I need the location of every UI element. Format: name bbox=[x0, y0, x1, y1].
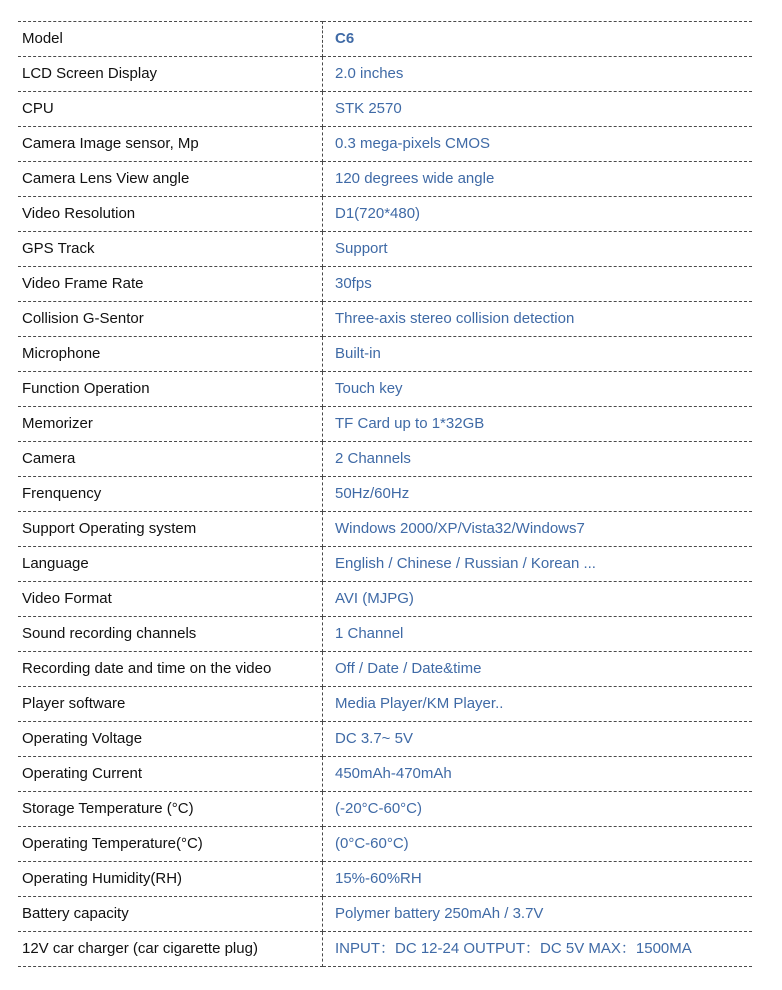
spec-value: Three-axis stereo collision detection bbox=[323, 302, 753, 337]
spec-label: Function Operation bbox=[18, 372, 323, 407]
spec-label: Recording date and time on the video bbox=[18, 652, 323, 687]
spec-value: English / Chinese / Russian / Korean ... bbox=[323, 547, 753, 582]
table-row bbox=[18, 162, 752, 197]
table-row bbox=[18, 792, 752, 827]
spec-value: 15%-60%RH bbox=[323, 862, 753, 897]
spec-label: Sound recording channels bbox=[18, 617, 323, 652]
table-row bbox=[18, 652, 752, 687]
table-row bbox=[18, 757, 752, 792]
spec-label: Camera Lens View angle bbox=[18, 162, 323, 197]
table-row bbox=[18, 127, 752, 162]
table-row bbox=[18, 267, 752, 302]
spec-label: Support Operating system bbox=[18, 512, 323, 547]
spec-value: Support bbox=[323, 232, 753, 267]
table-row bbox=[18, 617, 752, 652]
spec-value: 2 Channels bbox=[323, 442, 753, 477]
spec-label: Operating Temperature(°C) bbox=[18, 827, 323, 862]
spec-label: Collision G-Sentor bbox=[18, 302, 323, 337]
spec-label: Camera Image sensor, Mp bbox=[18, 127, 323, 162]
spec-value: C6 bbox=[323, 22, 753, 57]
table-row bbox=[18, 547, 752, 582]
table-row bbox=[18, 372, 752, 407]
table-row bbox=[18, 232, 752, 267]
table-row bbox=[18, 897, 752, 932]
spec-value: AVI (MJPG) bbox=[323, 582, 753, 617]
spec-value: (0°C-60°C) bbox=[323, 827, 753, 862]
table-row bbox=[18, 442, 752, 477]
table-row bbox=[18, 337, 752, 372]
spec-label: Camera bbox=[18, 442, 323, 477]
spec-value: D1(720*480) bbox=[323, 197, 753, 232]
spec-table bbox=[18, 21, 752, 967]
spec-label: Language bbox=[18, 547, 323, 582]
spec-label: 12V car charger (car cigarette plug) bbox=[18, 932, 323, 967]
table-row bbox=[18, 582, 752, 617]
spec-value: TF Card up to 1*32GB bbox=[323, 407, 753, 442]
table-row bbox=[18, 302, 752, 337]
table-row bbox=[18, 407, 752, 442]
table-row-model bbox=[18, 22, 752, 57]
spec-label: Operating Current bbox=[18, 757, 323, 792]
spec-value: DC 3.7~ 5V bbox=[323, 722, 753, 757]
table-row bbox=[18, 57, 752, 92]
spec-value: (-20°C-60°C) bbox=[323, 792, 753, 827]
spec-value: 450mAh-470mAh bbox=[323, 757, 753, 792]
table-row bbox=[18, 722, 752, 757]
spec-label: Video Format bbox=[18, 582, 323, 617]
spec-label: Storage Temperature (°C) bbox=[18, 792, 323, 827]
spec-label: Operating Humidity(RH) bbox=[18, 862, 323, 897]
table-row bbox=[18, 197, 752, 232]
spec-label: Video Resolution bbox=[18, 197, 323, 232]
table-row bbox=[18, 862, 752, 897]
spec-label: Battery capacity bbox=[18, 897, 323, 932]
spec-value: Off / Date / Date&time bbox=[323, 652, 753, 687]
spec-label: LCD Screen Display bbox=[18, 57, 323, 92]
spec-label: GPS Track bbox=[18, 232, 323, 267]
spec-value: STK 2570 bbox=[323, 92, 753, 127]
spec-label: Video Frame Rate bbox=[18, 267, 323, 302]
spec-value: 120 degrees wide angle bbox=[323, 162, 753, 197]
spec-value: Polymer battery 250mAh / 3.7V bbox=[323, 897, 753, 932]
spec-label: Frenquency bbox=[18, 477, 323, 512]
spec-value: 0.3 mega-pixels CMOS bbox=[323, 127, 753, 162]
spec-value: Media Player/KM Player.. bbox=[323, 687, 753, 722]
table-row bbox=[18, 92, 752, 127]
spec-value: 50Hz/60Hz bbox=[323, 477, 753, 512]
table-row bbox=[18, 687, 752, 722]
spec-value: 1 Channel bbox=[323, 617, 753, 652]
spec-value: INPUT：DC 12-24 OUTPUT：DC 5V MAX：1500MA bbox=[323, 932, 753, 967]
spec-label: CPU bbox=[18, 92, 323, 127]
spec-label: Microphone bbox=[18, 337, 323, 372]
table-row bbox=[18, 827, 752, 862]
spec-value: 2.0 inches bbox=[323, 57, 753, 92]
spec-table-body bbox=[18, 22, 752, 967]
spec-label: Operating Voltage bbox=[18, 722, 323, 757]
spec-value: 30fps bbox=[323, 267, 753, 302]
spec-value: Windows 2000/XP/Vista32/Windows7 bbox=[323, 512, 753, 547]
table-row bbox=[18, 477, 752, 512]
table-row bbox=[18, 512, 752, 547]
spec-label: Model bbox=[18, 22, 323, 57]
spec-label: Memorizer bbox=[18, 407, 323, 442]
spec-value: Built-in bbox=[323, 337, 753, 372]
spec-value: Touch key bbox=[323, 372, 753, 407]
spec-label: Player software bbox=[18, 687, 323, 722]
table-row bbox=[18, 932, 752, 967]
